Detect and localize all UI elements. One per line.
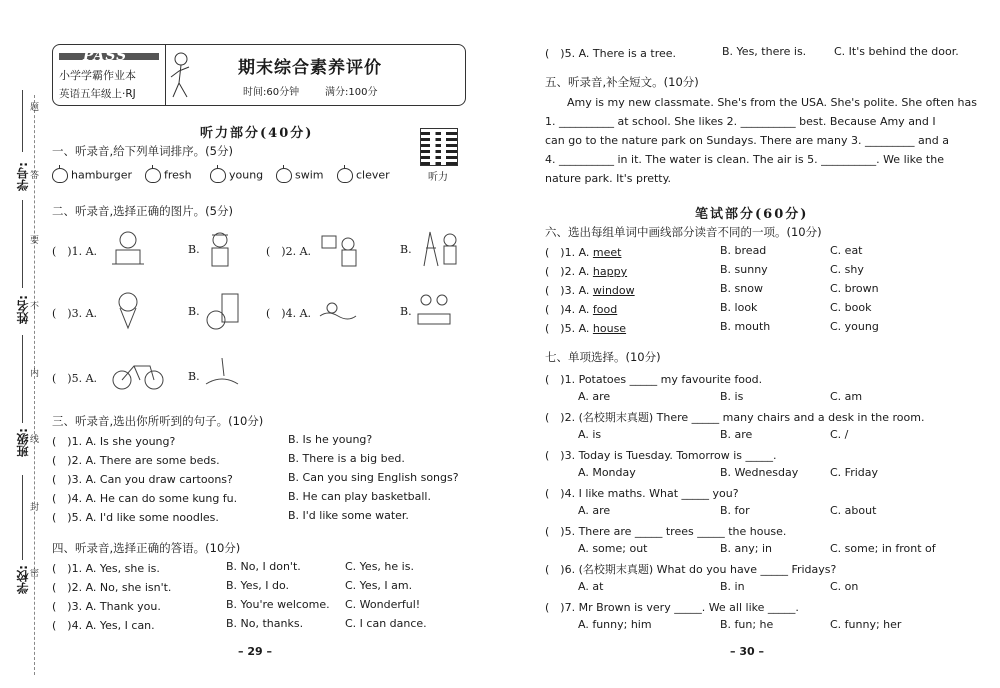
- option-b: B.: [400, 243, 412, 256]
- word: meet: [592, 246, 622, 259]
- word: house: [592, 322, 627, 335]
- seal-char: 不: [30, 302, 40, 312]
- section-6-title: 六、选出每组单词中画线部分读音不同的一项。(10分): [545, 225, 822, 239]
- option-c: C. Yes, he is.: [345, 560, 414, 573]
- word-list: [276, 168, 324, 183]
- question: ( )1. A. Is she young?: [52, 435, 176, 448]
- option-b: B. bread: [720, 244, 767, 257]
- question: [545, 282, 635, 298]
- mascot-icon: [167, 49, 195, 101]
- option-b: B. any; in: [720, 542, 772, 555]
- option-b: B. There is a big bed.: [288, 452, 405, 465]
- option-b: B. I'd like some water.: [288, 509, 409, 522]
- question-number: ( )4. A.: [545, 303, 593, 316]
- word: food: [592, 303, 618, 316]
- seal-char: 答: [30, 171, 40, 181]
- seal-char: 要: [30, 236, 40, 246]
- question: ( )7. Mr Brown is very _____. We all like _____.: [545, 601, 799, 614]
- option-c: C. eat: [830, 244, 863, 257]
- question: ( )5. There are _____ trees _____ the house.: [545, 525, 787, 538]
- logo: PASS: [83, 48, 128, 64]
- option-c: C. It's behind the door.: [834, 45, 959, 58]
- word: window: [592, 284, 635, 297]
- option-b: B. No, thanks.: [226, 617, 304, 630]
- seal-line: [34, 95, 35, 675]
- swimming-image: [318, 290, 358, 330]
- option-c: C. some; in front of: [830, 542, 936, 555]
- option-b: B. mouth: [720, 320, 771, 333]
- option-c: C. Friday: [830, 466, 879, 479]
- apple-icon: [337, 168, 353, 183]
- page-number: – 29 –: [238, 645, 272, 658]
- ice-cream-image: [108, 290, 148, 330]
- word: hamburger: [71, 168, 132, 182]
- section-5-title: 五、听录音,补全短文。(10分): [545, 75, 699, 89]
- bread-and-milk-image: [204, 290, 244, 330]
- option-b: B. fun; he: [720, 618, 774, 631]
- option-c: C. am: [830, 390, 863, 403]
- question: [545, 244, 621, 260]
- option-b: B. in: [720, 580, 745, 593]
- word: swim: [295, 168, 324, 182]
- word-list: [337, 168, 390, 183]
- option-a: A. funny; him: [578, 618, 652, 631]
- word: clever: [356, 168, 390, 182]
- question: ( )1. A. Yes, she is.: [52, 562, 160, 575]
- section-1-title: 一、听录音,给下列单词排序。(5分): [52, 144, 233, 158]
- question: ( )4. I like maths. What _____ you?: [545, 487, 739, 500]
- page-number: – 30 –: [730, 645, 764, 658]
- question: ( )3. Today is Tuesday. Tomorrow is _____.: [545, 449, 777, 462]
- option-c: C. I can dance.: [345, 617, 427, 630]
- passage-line: 1. __________ at school. She likes 2. __________ best. Because Amy and I: [545, 115, 936, 128]
- student-id-line: [22, 90, 23, 152]
- section-2-title: 二、听录音,选择正确的图片。(5分): [52, 204, 233, 218]
- book-name: 小学学霸作业本: [59, 69, 136, 82]
- question: ( )6. (名校期末真题) What do you have _____ Fridays?: [545, 563, 837, 576]
- option-b: B. Yes, I do.: [226, 579, 290, 592]
- passage-line: Amy is my new classmate. She's from the USA. She's polite. She often has: [567, 96, 977, 109]
- option-a: A. Monday: [578, 466, 636, 479]
- student-id-label: 学号:: [16, 162, 30, 191]
- option-b: B. Can you sing English songs?: [288, 471, 459, 484]
- option-b: B.: [400, 305, 412, 318]
- option-b: B. Wednesday: [720, 466, 799, 479]
- option-b: B. He can play basketball.: [288, 490, 431, 503]
- school-line: [22, 475, 23, 560]
- qr-code-icon[interactable]: [420, 128, 458, 166]
- seal-char: 封: [30, 503, 40, 513]
- seal-char: 题: [30, 103, 40, 113]
- question: ( )2. A. There are some beds.: [52, 454, 220, 467]
- option-b: B. look: [720, 301, 758, 314]
- exam-time: 时间:60分钟: [243, 87, 300, 98]
- section-7-title: 七、单项选择。(10分): [545, 350, 661, 364]
- option-b: B. is: [720, 390, 744, 403]
- option-b: B. No, I don't.: [226, 560, 301, 573]
- seal-char: 密: [30, 569, 40, 579]
- header-divider: [165, 45, 166, 105]
- option-a: A. is: [578, 428, 602, 441]
- boy-with-cap-image: [200, 228, 240, 268]
- question: ( )3. A. Thank you.: [52, 600, 161, 613]
- option-c: C. Wonderful!: [345, 598, 421, 611]
- seal-char: 线: [30, 435, 40, 445]
- listening-title: 听力部分(40分): [200, 126, 314, 141]
- question: ( )5. A. I'd like some noodles.: [52, 511, 219, 524]
- option-a: A. some; out: [578, 542, 648, 555]
- name-line: [22, 200, 23, 288]
- exam-title: 期末综合素养评价: [238, 58, 382, 78]
- option-b: B. for: [720, 504, 750, 517]
- option-c: C. on: [830, 580, 859, 593]
- section-3-title: 三、听录音,选出你所听到的句子。(10分): [52, 414, 264, 428]
- written-title: 笔试部分(60分): [695, 207, 809, 222]
- right-page: [500, 0, 1000, 688]
- bicycle-image: [110, 352, 166, 392]
- school-label: 学校:: [16, 565, 30, 594]
- option-b: B. sunny: [720, 263, 768, 276]
- apple-icon: [276, 168, 292, 183]
- apple-icon: [52, 168, 68, 183]
- qr-label: 听力: [428, 172, 448, 183]
- question: ( )1. A.: [52, 245, 98, 258]
- question: ( )4. A. Yes, I can.: [52, 619, 155, 632]
- exam-score: 满分:100分: [325, 87, 378, 98]
- question: ( )3. A.: [52, 307, 98, 320]
- question: [545, 263, 627, 279]
- option-b: B.: [188, 305, 200, 318]
- option-c: C. funny; her: [830, 618, 902, 631]
- option-a: A. at: [578, 580, 604, 593]
- question: ( )4. A.: [266, 307, 312, 320]
- apple-icon: [210, 168, 226, 183]
- word: happy: [592, 265, 628, 278]
- apple-icon: [145, 168, 161, 183]
- question: ( )5. A.: [52, 372, 98, 385]
- name-label: 姓名:: [16, 295, 30, 324]
- passage-line: can go to the nature park on Sundays. There are many 3. _________ and a: [545, 134, 949, 147]
- option-b: B. Is he young?: [288, 433, 373, 446]
- question: ( )2. (名校期末真题) There _____ many chairs and a desk in the room.: [545, 411, 925, 424]
- word: fresh: [164, 168, 192, 182]
- passage-line: 4. __________ in it. The water is clean. The air is 5. __________. We like the: [545, 153, 944, 166]
- question: ( )4. A. He can do some kung fu.: [52, 492, 238, 505]
- word: young: [229, 168, 264, 182]
- option-c: C. /: [830, 428, 849, 441]
- question: ( )2. A.: [266, 245, 312, 258]
- exam-header: [52, 44, 466, 106]
- question: ( )2. A. No, she isn't.: [52, 581, 172, 594]
- old-man-reading-image: [108, 228, 148, 268]
- question: ( )5. A. There is a tree.: [545, 47, 677, 60]
- grade-label: 英语五年级上·RJ: [59, 88, 136, 100]
- option-c: C. Yes, I am.: [345, 579, 413, 592]
- seal-char: 内: [30, 369, 40, 379]
- dragon-boat-image: [202, 350, 242, 390]
- option-b: B. Yes, there is.: [722, 45, 807, 58]
- option-a: A. are: [578, 390, 611, 403]
- option-a: A. are: [578, 504, 611, 517]
- question: ( )3. A. Can you draw cartoons?: [52, 473, 233, 486]
- word-list: [52, 168, 132, 183]
- question: [545, 301, 617, 317]
- option-b: B.: [188, 243, 200, 256]
- section-4-title: 四、听录音,选择正确的答语。(10分): [52, 541, 241, 555]
- class-label: 班级:: [16, 428, 30, 457]
- option-b: B.: [188, 370, 200, 383]
- option-c: C. book: [830, 301, 872, 314]
- option-c: C. brown: [830, 282, 879, 295]
- option-c: C. young: [830, 320, 879, 333]
- question-number: ( )3. A.: [545, 284, 593, 297]
- question: [545, 320, 626, 336]
- question-number: ( )5. A.: [545, 322, 593, 335]
- word-list: [210, 168, 263, 183]
- option-b: B. are: [720, 428, 753, 441]
- class-line: [22, 335, 23, 423]
- option-b: B. You're welcome.: [226, 598, 330, 611]
- boy-watching-tv-image: [320, 230, 360, 270]
- option-c: C. about: [830, 504, 877, 517]
- question-number: ( )1. A.: [545, 246, 593, 259]
- passage-line: nature park. It's pretty.: [545, 172, 672, 185]
- question: ( )1. Potatoes _____ my favourite food.: [545, 373, 763, 386]
- question-number: ( )2. A.: [545, 265, 593, 278]
- option-b: B. snow: [720, 282, 763, 295]
- girl-painting-image: [420, 228, 460, 268]
- people-at-table-image: [414, 290, 454, 330]
- option-c: C. shy: [830, 263, 864, 276]
- word-list: [145, 168, 192, 183]
